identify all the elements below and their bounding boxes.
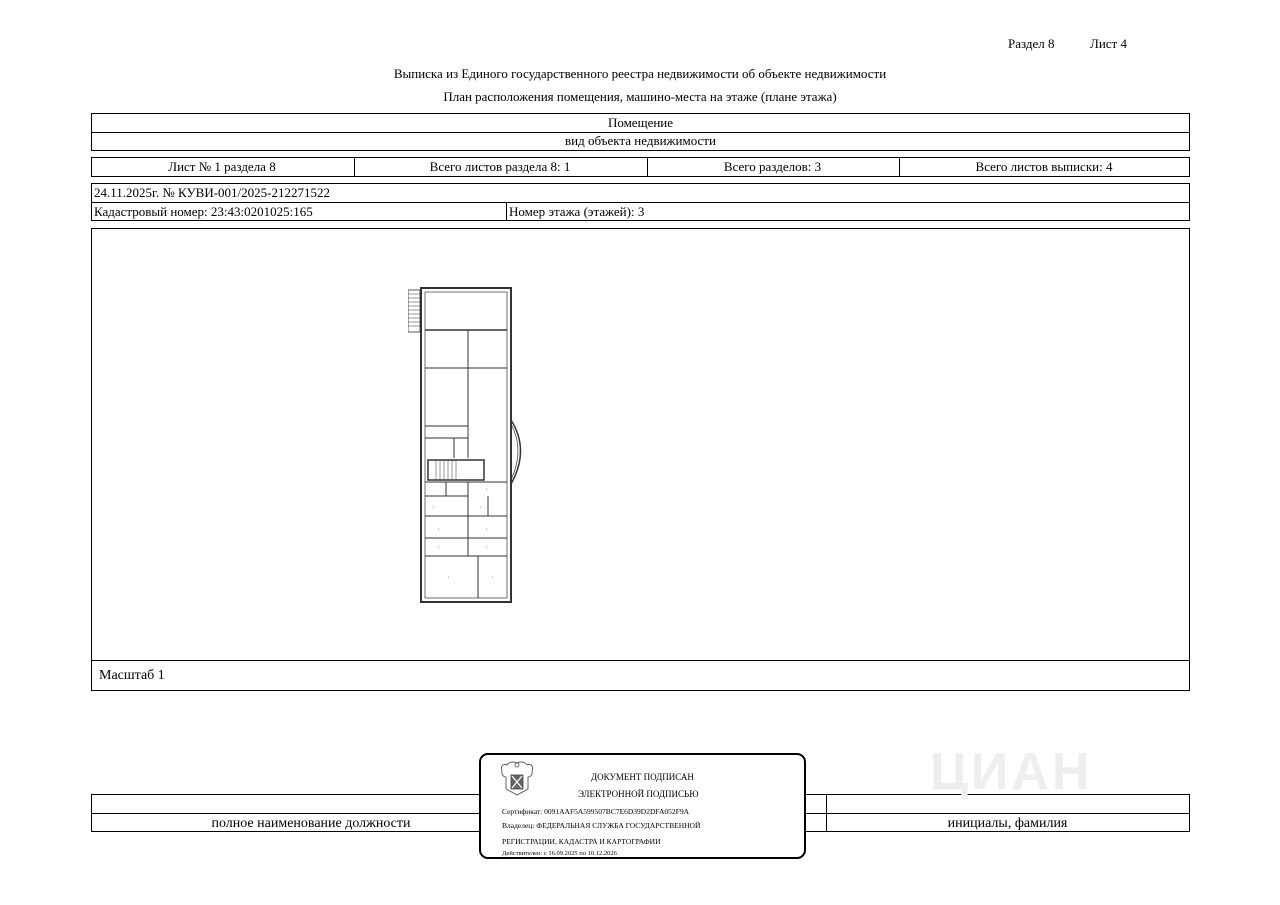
stamp-certificate: Сертификат: 0091AAF5A599507BC7E6D39D2DFA052F9A [502, 807, 690, 816]
total-sections: Всего разделов: 3 [723, 159, 822, 174]
emblem-icon [499, 759, 535, 797]
stamp-line1: ДОКУМЕНТ ПОДПИСАН [591, 772, 694, 782]
section-label: Раздел 8 [1008, 36, 1055, 51]
svg-text:▪: ▪ [492, 575, 494, 579]
signature-stamp [479, 753, 806, 859]
total-sheets-extract: Всего листов выписки: 4 [975, 159, 1113, 174]
svg-text:▪: ▪ [486, 487, 488, 491]
svg-text:▪: ▪ [433, 505, 435, 509]
sheet-label: Лист 4 [1090, 36, 1127, 51]
document-title: Выписка из Единого государственного реестра недвижимости об объекте недвижимости [393, 66, 887, 81]
sheet-number: Лист № 1 раздела 8 [168, 159, 276, 174]
document-subtitle: План расположения помещения, машино-места на этаже (плане этажа) [443, 89, 837, 104]
svg-text:▪: ▪ [486, 545, 488, 549]
scale-label: Масштаб 1 [99, 668, 165, 683]
stamp-owner-line1: Владелец: ФЕДЕРАЛЬНАЯ СЛУЖБА ГОСУДАРСТВЕННОЙ [502, 821, 701, 830]
stamp-line2: ЭЛЕКТРОННОЙ ПОДПИСЬЮ [578, 789, 699, 799]
svg-text:▪: ▪ [438, 545, 440, 549]
svg-text:▪: ▪ [448, 575, 450, 579]
svg-text:▪: ▪ [486, 527, 488, 531]
floor-number: Номер этажа (этажей): 3 [509, 204, 645, 219]
plan-frame [91, 228, 1190, 691]
svg-text:▪: ▪ [438, 527, 440, 531]
object-kind: вид объекта недвижимости [565, 133, 716, 148]
stamp-owner-line2: РЕГИСТРАЦИИ, КАДАСТРА И КАРТОГРАФИИ [502, 837, 661, 846]
date-number: 24.11.2025г. № КУВИ-001/2025-212271522 [94, 185, 330, 200]
stamp-valid: Действителен: с 16.09.2025 по 10.12.2026 [502, 850, 617, 857]
floor-plan-drawing [408, 286, 538, 606]
position-label: полное наименование должности [211, 816, 411, 831]
svg-text:▪: ▪ [480, 505, 482, 509]
name-label: инициалы, фамилия [947, 816, 1068, 831]
total-sheets-section: Всего листов раздела 8: 1 [429, 159, 571, 174]
cadastral-number: Кадастровый номер: 23:43:0201025:165 [94, 204, 313, 219]
watermark: ЦИАН [930, 743, 1093, 801]
object-name: Помещение [607, 115, 674, 130]
